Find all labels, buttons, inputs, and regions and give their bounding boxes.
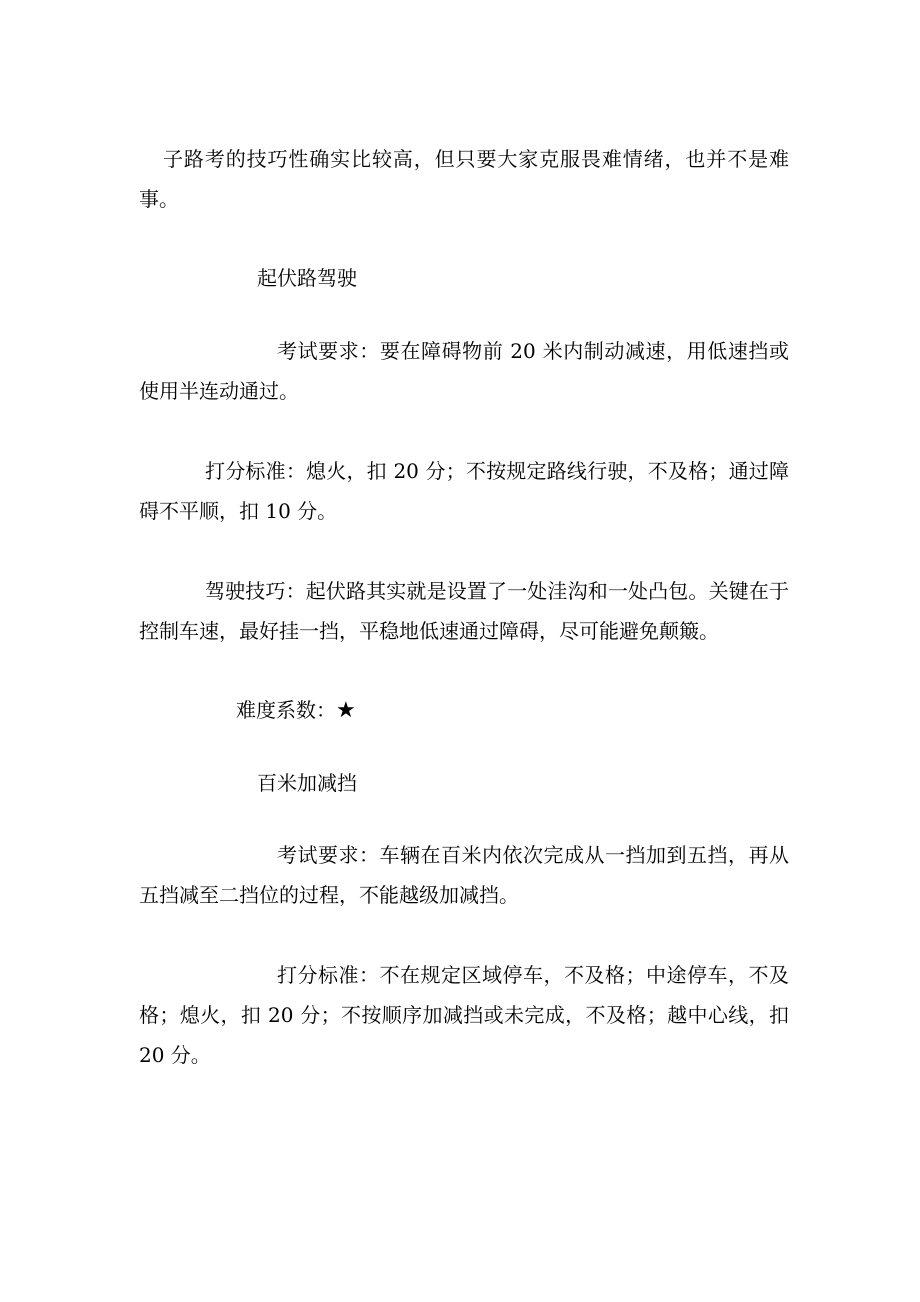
difficulty-label: 难度系数： (236, 698, 336, 722)
star-icon: ★ (336, 698, 356, 723)
difficulty-rating (236, 690, 356, 731)
shift-scoring-standard: 打分标准：不在规定区域停车，不及格；中途停车，不及格；熄火，扣 20 分；不按顺序加减挡或未完成，不及格；越中心线，扣 20 分。 (139, 963, 789, 1067)
section-heading-rolling-road: 起伏路驾驶 (257, 266, 357, 290)
rolling-road-driving-tips: 驾驶技巧：起伏路其实就是设置了一处洼沟和一处凸包。关键在于控制车速，最好挂一挡，平稳地低速通过障碍，尽可能避免颠簸。 (139, 579, 789, 643)
section-heading-hundred-meter-shift: 百米加减挡 (257, 771, 357, 795)
shift-exam-requirement: 考试要求：车辆在百米内依次完成从一挡加到五挡，再从五挡减至二挡位的过程，不能越级加减挡。 (139, 843, 789, 907)
intro-paragraph: 子路考的技巧性确实比较高，但只要大家克服畏难情绪，也并不是难事。 (139, 147, 789, 211)
rolling-road-exam-requirement: 考试要求：要在障碍物前 20 米内制动减速，用低速挡或使用半连动通过。 (139, 339, 789, 403)
rolling-road-scoring-standard: 打分标准：熄火，扣 20 分；不按规定路线行驶，不及格；通过障碍不平顺，扣 10 分。 (139, 459, 789, 523)
